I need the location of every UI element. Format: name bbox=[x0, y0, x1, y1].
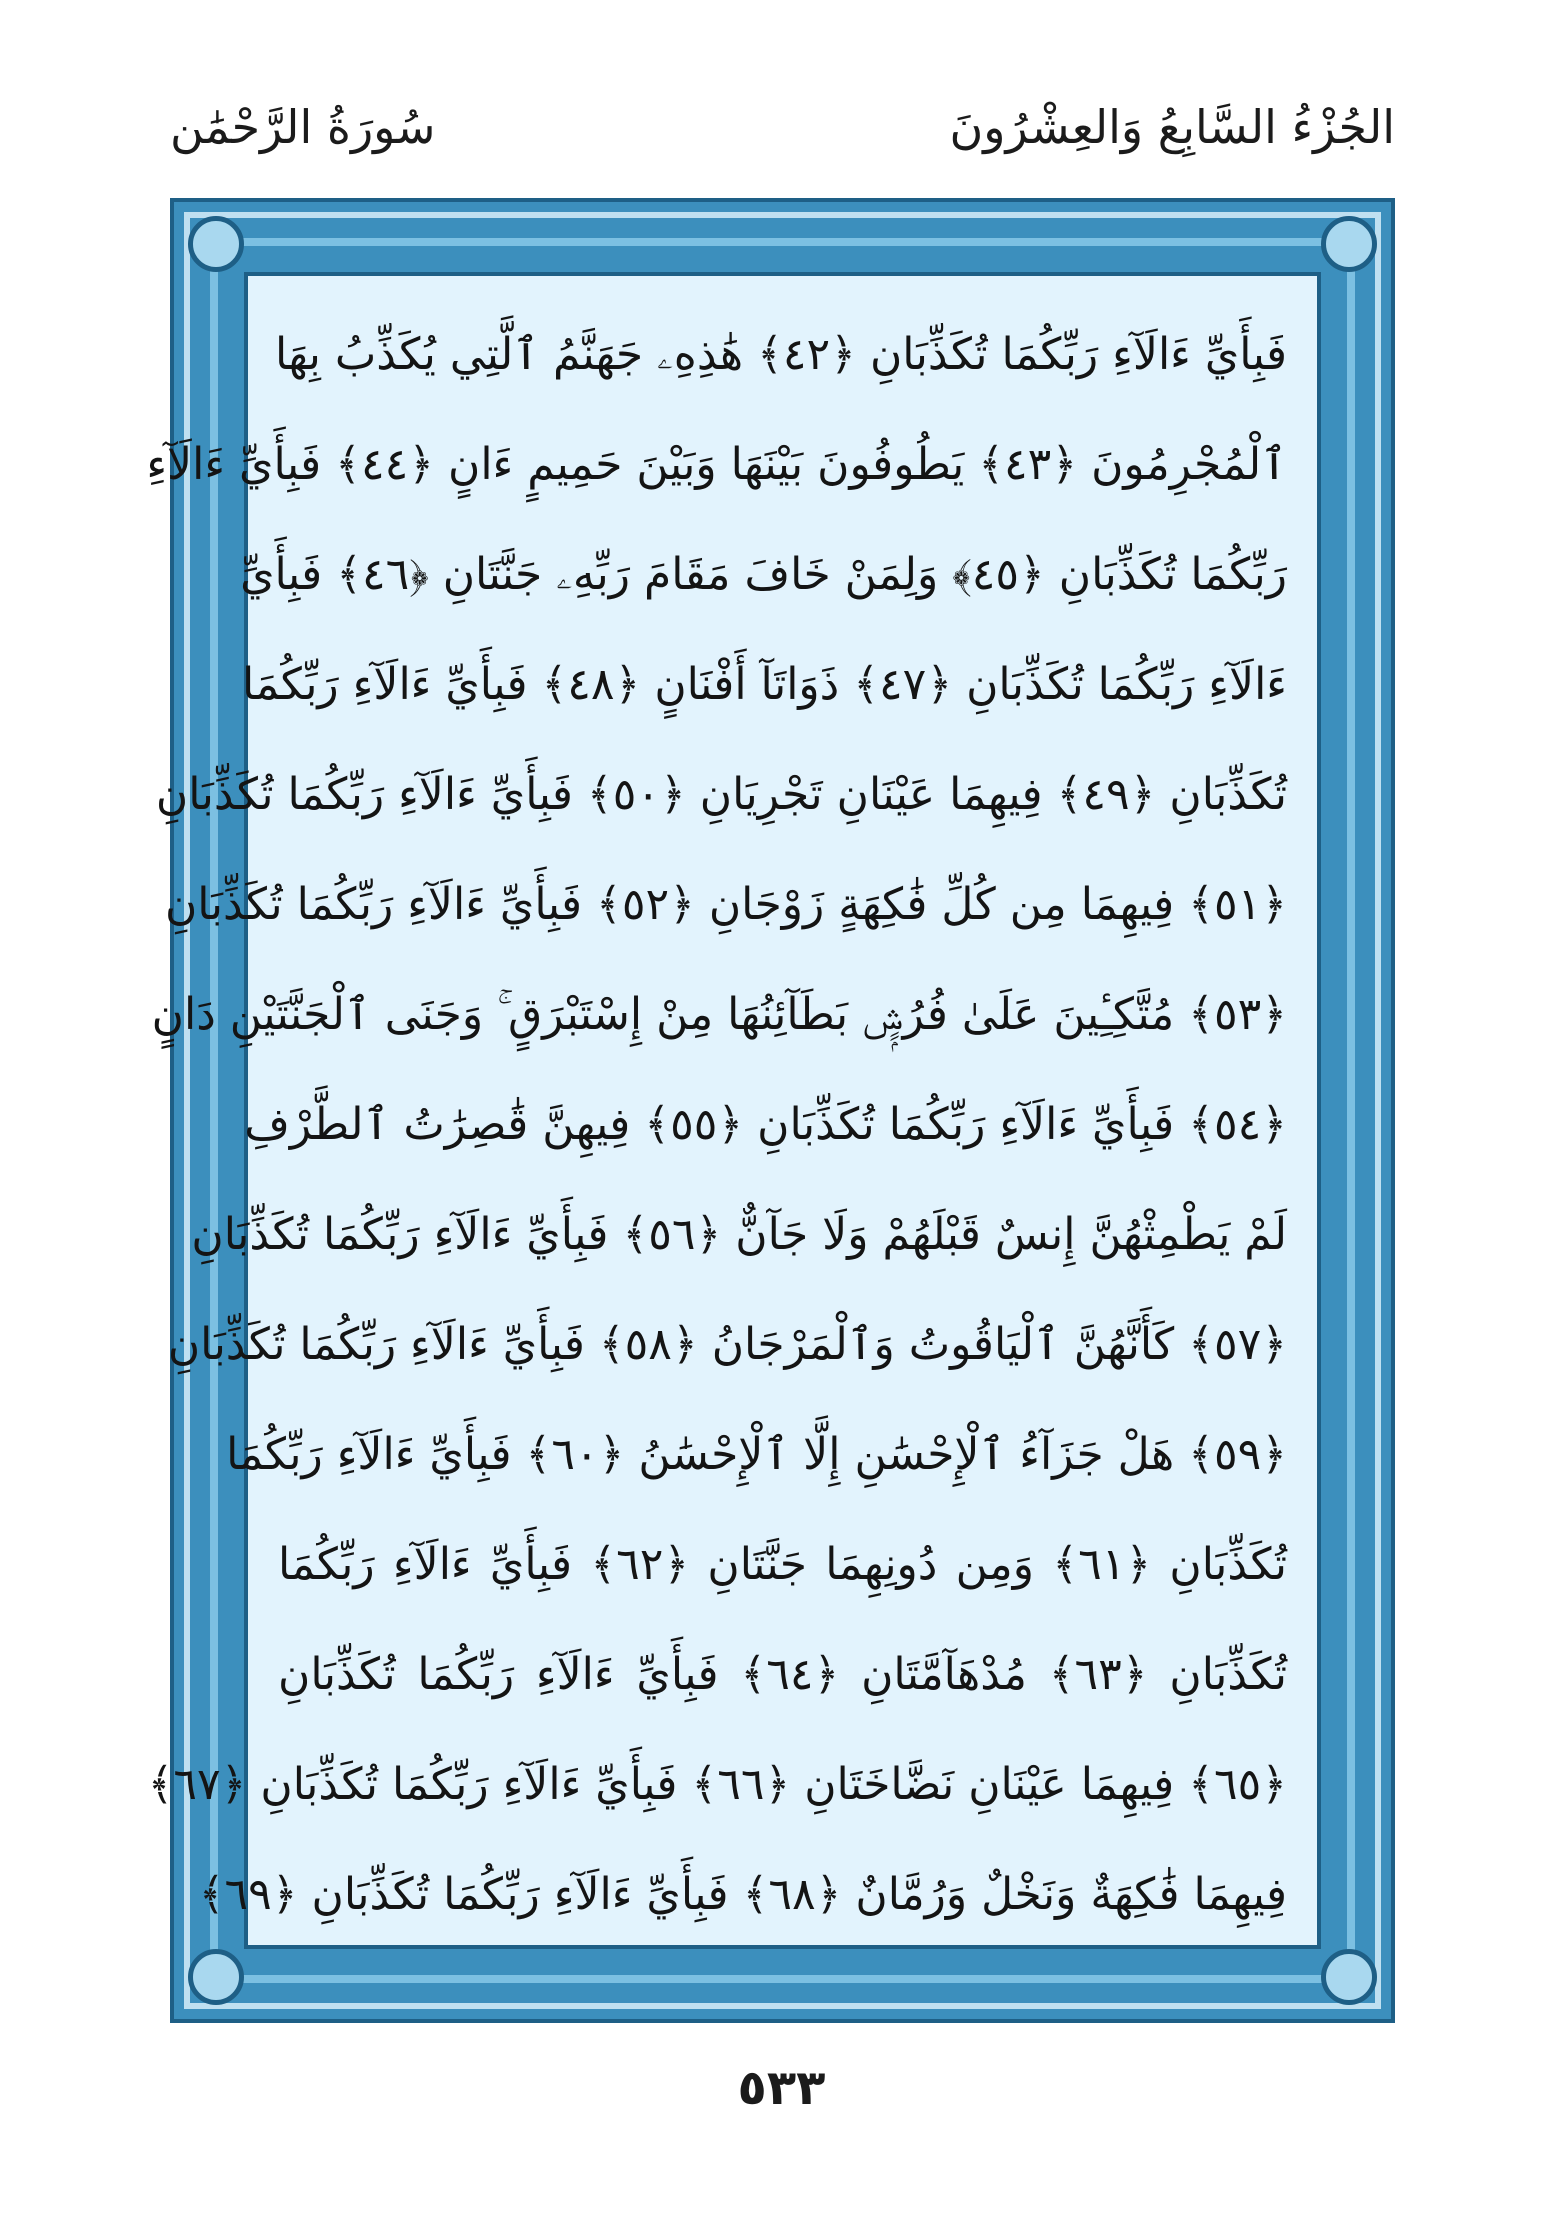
ornamental-frame bbox=[146, 198, 1395, 2023]
verse-line: ﴿٥٣﴾ مُتَّكِـِٔينَ عَلَىٰ فُرُشٍۭ بَطَآئِنُهَا مِنْ إِسْتَبْرَقٍ ۚ وَجَنَى ٱلْجَنَّتَيْنِ دَانٍ bbox=[151, 989, 1287, 1040]
verse-line: ﴿٥١﴾ فِيهِمَا مِن كُلِّ فَٰكِهَةٍ زَوْجَانِ ﴿٥٢﴾ فَبِأَيِّ ءَالَآءِ رَبِّكُمَا تُكَذِّبَانِ bbox=[164, 879, 1287, 930]
verse-line: ﴿٦٥﴾ فِيهِمَا عَيْنَانِ نَضَّاخَتَانِ ﴿٦٦﴾ فَبِأَيِّ ءَالَآءِ رَبِّكُمَا تُكَذِّبَانِ ﴿٦٧﴾ bbox=[147, 1759, 1287, 1810]
verse-line: تُكَذِّبَانِ ﴿٦٣﴾ مُدْهَآمَّتَانِ ﴿٦٤﴾ فَبِأَيِّ ءَالَآءِ رَبِّكُمَا تُكَذِّبَانِ bbox=[278, 1649, 1288, 1700]
quran-text-panel bbox=[146, 272, 1321, 1949]
verse-line: ﴿٥٩﴾ هَلْ جَزَآءُ ٱلْإِحْسَٰنِ إِلَّا ٱلْإِحْسَٰنُ ﴿٦٠﴾ فَبِأَيِّ ءَالَآءِ رَبِّكُمَا bbox=[226, 1429, 1287, 1480]
surah-title: سُورَةُ الرَّحْمَٰن bbox=[170, 100, 436, 154]
corner-ornament-icon bbox=[1321, 1949, 1377, 2005]
verse-line: ﴿٥٤﴾ فَبِأَيِّ ءَالَآءِ رَبِّكُمَا تُكَذِّبَانِ ﴿٥٥﴾ فِيهِنَّ قَٰصِرَٰتُ ٱلطَّرْفِ bbox=[244, 1099, 1287, 1150]
page-header bbox=[170, 100, 1395, 180]
corner-ornament-icon bbox=[1321, 216, 1377, 272]
verse-line: تُكَذِّبَانِ ﴿٤٩﴾ فِيهِمَا عَيْنَانِ تَجْرِيَانِ ﴿٥٠﴾ فَبِأَيِّ ءَالَآءِ رَبِّكُمَا تُكَذِّبَانِ bbox=[155, 769, 1287, 820]
verse-line: ٱلْمُجْرِمُونَ ﴿٤٣﴾ يَطُوفُونَ بَيْنَهَا وَبَيْنَ حَمِيمٍ ءَانٍ ﴿٤٤﴾ فَبِأَيِّ ءَالَآءِ bbox=[146, 439, 1287, 490]
verse-line: فِيهِمَا فَٰكِهَةٌ وَنَخْلٌ وَرُمَّانٌ ﴿٦٨﴾ فَبِأَيِّ ءَالَآءِ رَبِّكُمَا تُكَذِّبَانِ ﴿٦٩﴾ bbox=[198, 1869, 1287, 1920]
verse-line: تُكَذِّبَانِ ﴿٦١﴾ وَمِن دُونِهِمَا جَنَّتَانِ ﴿٦٢﴾ فَبِأَيِّ ءَالَآءِ رَبِّكُمَا bbox=[278, 1539, 1287, 1590]
verse-line: ﴿٥٧﴾ كَأَنَّهُنَّ ٱلْيَاقُوتُ وَٱلْمَرْجَانُ ﴿٥٨﴾ فَبِأَيِّ ءَالَآءِ رَبِّكُمَا تُكَذِّبَانِ bbox=[167, 1319, 1287, 1370]
corner-ornament-icon bbox=[188, 216, 244, 272]
verse-line: لَمْ يَطْمِثْهُنَّ إِنسٌ قَبْلَهُمْ وَلَا جَآنٌّ ﴿٥٦﴾ فَبِأَيِّ ءَالَآءِ رَبِّكُمَا تُكَذِّبَانِ bbox=[191, 1209, 1287, 1260]
juz-title: الجُزْءُ السَّابِعُ وَالعِشْرُونَ bbox=[949, 100, 1395, 154]
verse-line: ءَالَآءِ رَبِّكُمَا تُكَذِّبَانِ ﴿٤٧﴾ ذَوَاتَآ أَفْنَانٍ ﴿٤٨﴾ فَبِأَيِّ ءَالَآءِ رَبِّكُمَا bbox=[242, 659, 1287, 710]
verse-line: رَبِّكُمَا تُكَذِّبَانِ ﴿٤٥﴾ وَلِمَنْ خَافَ مَقَامَ رَبِّهِۦ جَنَّتَانِ ﴿٤٦﴾ فَبِأَيِّ bbox=[240, 549, 1287, 600]
verse-line: فَبِأَيِّ ءَالَآءِ رَبِّكُمَا تُكَذِّبَانِ ﴿٤٢﴾ هَٰذِهِۦ جَهَنَّمُ ٱلَّتِي يُكَذِّبُ بِهَا bbox=[274, 329, 1287, 380]
corner-ornament-icon bbox=[188, 1949, 244, 2005]
page-number: ٥٣٣ bbox=[737, 2060, 826, 2116]
